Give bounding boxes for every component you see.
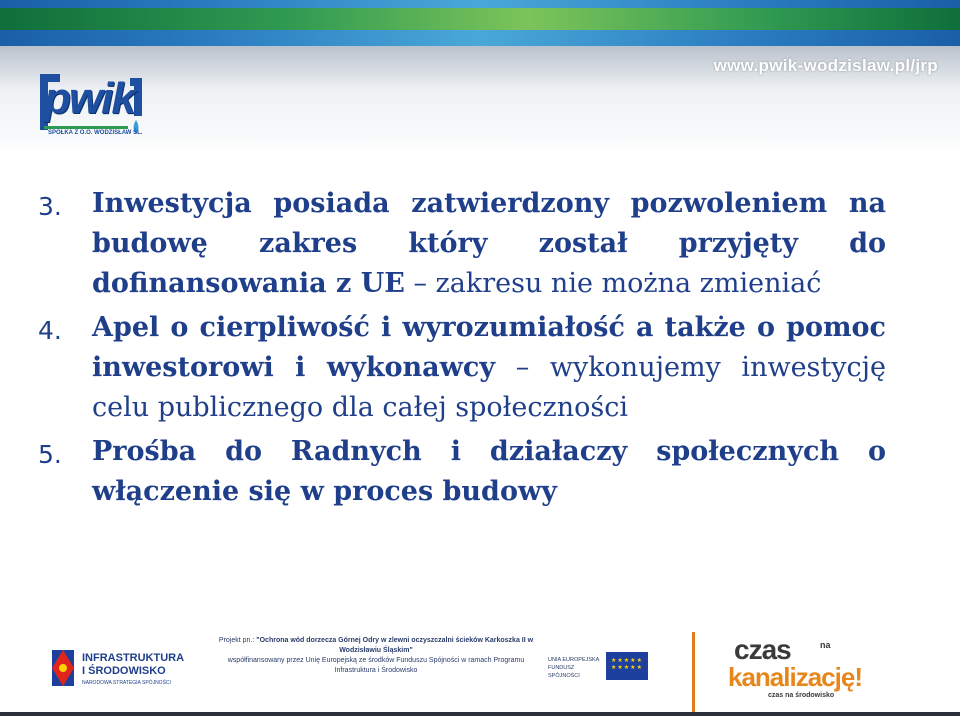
- infrastructure-sub: NARODOWA STRATEGIA SPÓJNOŚCI: [82, 680, 171, 686]
- pwik-logo-subtitle: SPÓŁKA Z O.O. WODZISŁAW ŚL.: [48, 130, 143, 136]
- czas-na-kanalizacje-logo: [728, 634, 908, 704]
- project-title: "Ochrona wód dorzecza Górnej Odry w zlewni oczyszczalni ścieków Karkoszka II w Wodzisławiu Śląskim": [256, 637, 534, 654]
- list-item-number: 3.: [38, 192, 62, 221]
- project-prefix: Projekt pn.:: [218, 637, 255, 644]
- list-item-text: [92, 184, 886, 304]
- pwik-logo: [36, 68, 148, 150]
- kanalizacje-word: kanalizację!: [728, 662, 862, 692]
- eu-label-line1: UNIA EUROPEJSKA: [548, 657, 600, 663]
- infrastructure-logo-text: [82, 652, 184, 678]
- list-item-bold-text: Apel o cierpliwość i wyrozumiałość a także o pomoc inwestorowi i wykonawcy: [92, 312, 886, 383]
- list-item-bold-text: Prośba do Radnych i działaczy społecznych o włączenie się w proces budowy: [92, 436, 886, 507]
- czas-word: czas: [734, 634, 791, 665]
- bottom-line: [0, 712, 960, 716]
- footer-divider: [692, 632, 695, 716]
- list-item-normal-text: – wykonujemy inwestycję celu publicznego dla całej społeczności: [92, 352, 886, 423]
- list-item-text: [92, 308, 886, 428]
- project-funding: współfinansowany przez Unię Europejską ze środków Funduszu Spójności w ramach Programu Infrastruktura i Środowisko: [227, 657, 525, 674]
- footer: [0, 630, 960, 716]
- list-item-number: 5.: [38, 440, 62, 469]
- infrastructure-line1: INFRASTRUKTURA: [82, 652, 185, 664]
- slide-content: [38, 184, 886, 512]
- czas-sub: czas na środowisko: [768, 692, 835, 699]
- eu-flag-icon: ★★★★★ ★★★★★: [606, 652, 648, 680]
- list-item-normal-text: – zakresu nie można zmieniać: [404, 268, 822, 299]
- list-item-number: 4.: [38, 316, 62, 345]
- list-item-text: [92, 432, 886, 512]
- pwik-logo-word: pwik: [44, 74, 134, 123]
- eu-label: [548, 656, 606, 680]
- list-item-bold-text: Inwestycja posiada zatwierdzony pozwoleniem na budowę zakres który został przyjęty do dofinansowania z UE: [92, 188, 886, 299]
- infrastructure-logo-icon: [50, 648, 76, 688]
- project-description: [218, 636, 534, 676]
- list-item: [38, 308, 886, 428]
- header-green-stripe: [0, 8, 960, 30]
- list-item: [38, 432, 886, 512]
- site-url: www.pwik-wodzislaw.pl/jrp: [713, 56, 938, 75]
- eu-label-line2: FUNDUSZ SPÓJNOŚCI: [548, 665, 580, 679]
- infrastructure-line2: I ŚRODOWISKO: [82, 665, 166, 677]
- list-item: [38, 184, 886, 304]
- czas-na: na: [820, 640, 831, 650]
